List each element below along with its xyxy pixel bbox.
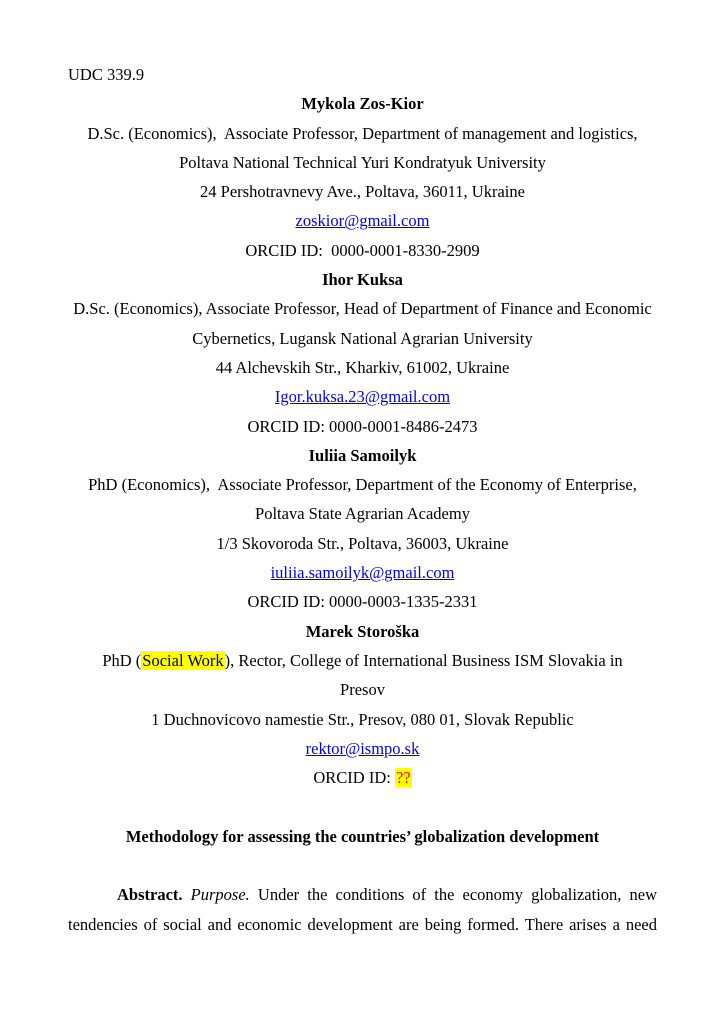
social-work-highlight: Social Work [142,650,224,670]
email-link[interactable]: iuliia.samoilyk@gmail.com [270,563,455,583]
author-address-line: 1/3 Skovoroda Str., Poltava, 36003, Ukraine [216,533,509,553]
author-name: Mykola Zos-Kior [301,94,424,114]
udc-code: UDC 339.9 [68,65,145,84]
author-affiliation-line: Poltava State Agrarian Academy [255,504,470,524]
author-email-line [68,382,657,411]
author-email-line [68,558,657,587]
abstract-paragraph [68,880,657,939]
blank-line [68,851,657,880]
email-link[interactable]: Igor.kuksa.23@gmail.com [274,387,451,407]
author-role-line: PhD (Economics), Associate Professor, Department of the Economy of Enterprise, [88,475,637,495]
author-address-line: 24 Pershotravnevy Ave., Poltava, 36011, Ukraine [200,182,525,202]
author-address-line: 1 Duchnovicovo namestie Str., Presov, 080 01, Slovak Republic [151,709,574,729]
orcid-missing-highlight: ?? [395,768,411,788]
author-affiliation-line: Presov [340,680,385,700]
author-address-line: 44 Alchevskih Str., Kharkiv, 61002, Ukraine [215,357,510,377]
author-orcid-line: ORCID ID: 0000-0001-8486-2473 [247,416,478,436]
author-affiliation-line: Poltava National Technical Yuri Kondratyuk University [179,152,546,172]
author-block-zos-kior [68,89,657,265]
role-prefix: PhD ( [102,650,142,670]
author-affiliation-line: Cybernetics, Lugansk National Agrarian University [192,328,533,348]
author-name: Iuliia Samoilyk [308,445,417,465]
author-role-line: D.Sc. (Economics), Associate Professor, Head of Department of Finance and Economic [73,299,652,319]
author-orcid-line: ORCID ID: 0000-0003-1335-2331 [247,592,478,612]
author-block-samoilyk [68,441,657,617]
author-block-storoska [68,617,657,793]
author-block-kuksa [68,265,657,441]
blank-line [68,792,657,821]
author-orcid-line [68,763,657,792]
email-link[interactable]: rektor@ismpo.sk [305,738,420,758]
abstract-label: Abstract. [117,885,191,905]
author-email-line [68,734,657,763]
purpose-label: Purpose. [190,885,258,905]
author-name: Marek Storoška [305,621,420,641]
author-orcid-line: ORCID ID: 0000-0001-8330-2909 [245,240,480,260]
role-suffix: ), Rector, College of International Business ISM Slovakia in [224,650,623,670]
paper-title: Methodology for assessing the countries’ globalization development [125,826,600,846]
author-role-line [68,646,657,675]
author-email-line [68,206,657,235]
author-name: Ihor Kuksa [322,270,403,290]
abstract-text: Under the conditions of the economy globalization, new tendencies of social and economic development are being formed. There arises a need [68,885,658,934]
orcid-label: ORCID ID: [313,768,395,788]
email-link[interactable]: zoskior@gmail.com [295,211,430,231]
author-role-line: D.Sc. (Economics), Associate Professor, Department of management and logistics, [87,123,638,143]
